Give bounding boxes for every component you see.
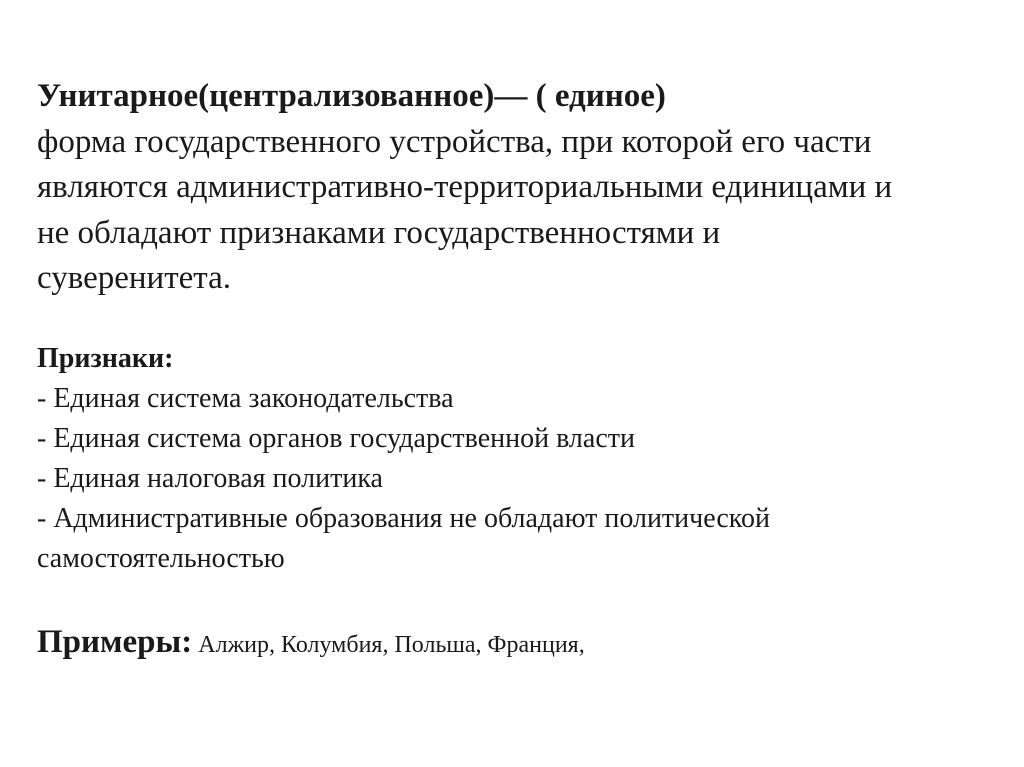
features-list-item: самостоятельностью bbox=[37, 543, 285, 574]
examples-label: Примеры: bbox=[37, 624, 193, 660]
features-block bbox=[37, 339, 1017, 579]
features-list-item: - Единая система законодательства bbox=[37, 383, 454, 414]
definition-term: Унитарное(централизованное)— ( единое) bbox=[37, 78, 666, 114]
examples-block bbox=[37, 620, 1017, 670]
examples-list: Алжир, Колумбия, Польша, Франция, bbox=[192, 632, 585, 658]
definition-block bbox=[37, 74, 1024, 302]
features-list-item: - Единая система органов государственной власти bbox=[37, 423, 635, 454]
definition-line: суверенитета. bbox=[37, 260, 232, 296]
definition-line: являются административно-территориальными единицами и bbox=[37, 169, 893, 205]
definition-line: не обладают признаками государственностями и bbox=[37, 214, 721, 251]
features-list-item: - Единая налоговая политика bbox=[37, 463, 383, 494]
features-heading: Признаки: bbox=[37, 343, 174, 374]
definition-line: форма государственного устройства, при которой его части bbox=[37, 123, 872, 160]
features-list-item: - Административные образования не обладают политической bbox=[37, 503, 770, 534]
